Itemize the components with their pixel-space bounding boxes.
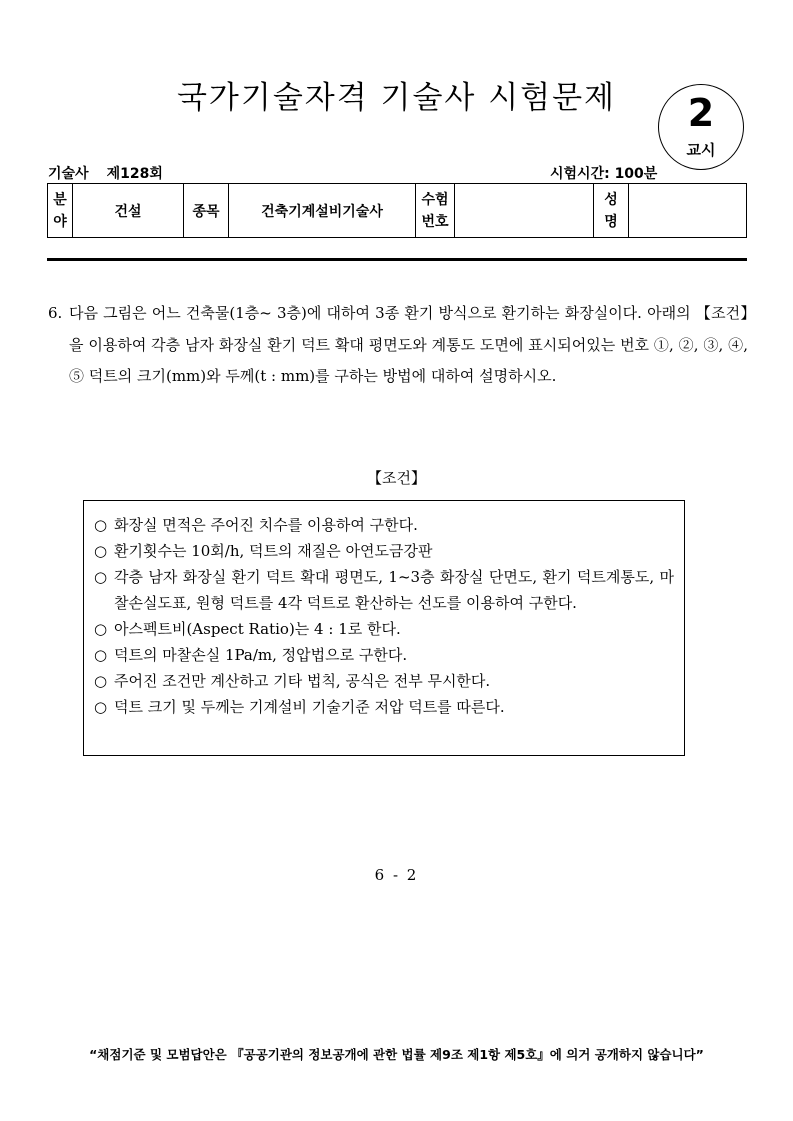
condition-text: 환기횟수는 10회/h, 덕트의 재질은 아연도금강판	[114, 542, 433, 560]
condition-item	[94, 512, 674, 538]
circle-bullet-icon: ○	[94, 568, 108, 586]
condition-text: 각층 남자 화장실 환기 덕트 확대 평면도, 1~3층 화장실 단면도, 환기 덕트계통도, 마찰손실도표, 원형 덕트를 4각 덕트로 환산하는 선도를 이용하여 구한다.	[114, 568, 674, 612]
exam-no-label: 수험 번호	[421, 191, 449, 230]
condition-text: 아스펙트비(Aspect Ratio)는 4 : 1로 한다.	[114, 620, 401, 638]
subject-value: 건축기계설비기술사	[229, 184, 416, 238]
session-badge	[658, 84, 744, 170]
exam-meta	[48, 163, 163, 183]
field-label: 분 야	[53, 191, 67, 230]
field-value: 건설	[73, 184, 184, 238]
header-divider	[47, 258, 747, 261]
condition-text: 덕트의 마찰손실 1Pa/m, 정압법으로 구한다.	[114, 646, 408, 664]
condition-item	[94, 616, 674, 642]
condition-item	[94, 642, 674, 668]
condition-item	[94, 564, 674, 616]
condition-text: 주어진 조건만 계산하고 기타 법칙, 공식은 전부 무시한다.	[114, 672, 491, 690]
exam-info-table	[47, 183, 747, 238]
circle-bullet-icon: ○	[94, 542, 108, 560]
disclosure-notice: “채점기준 및 모범답안은 『공공기관의 정보공개에 관한 법률 제9조 제1항 제5호』에 의거 공개하지 않습니다”	[89, 1047, 704, 1062]
name-label-cell	[594, 184, 629, 238]
exam-no-label-cell	[416, 184, 455, 238]
circle-bullet-icon: ○	[94, 646, 108, 664]
field-label-cell	[48, 184, 73, 238]
condition-item	[94, 538, 674, 564]
session-number: 2	[687, 91, 715, 135]
question-number: 6.	[48, 304, 63, 322]
conditions-box	[83, 500, 685, 756]
page-number: 6 - 2	[374, 866, 419, 884]
conditions-title: 【조건】	[367, 469, 426, 487]
condition-item	[94, 694, 674, 720]
exam-no-field[interactable]	[455, 184, 594, 238]
session-label: 교시	[686, 141, 716, 159]
subject-label: 종목	[184, 184, 229, 238]
condition-text: 덕트 크기 및 두께는 기계설비 기술기준 저압 덕트를 따른다.	[114, 698, 505, 716]
question-block	[48, 298, 748, 393]
condition-text: 화장실 면적은 주어진 치수를 이용하여 구한다.	[114, 516, 418, 534]
conditions-list	[94, 512, 674, 720]
condition-item	[94, 668, 674, 694]
circle-bullet-icon: ○	[94, 672, 108, 690]
circle-bullet-icon: ○	[94, 620, 108, 638]
exam-category: 기술사	[48, 166, 89, 182]
name-field[interactable]	[629, 184, 747, 238]
circle-bullet-icon: ○	[94, 698, 108, 716]
exam-round: 제128회	[106, 166, 163, 182]
question-text: 다음 그림은 어느 건축물(1층~ 3층)에 대하여 3종 환기 방식으로 환기하는 화장실이다. 아래의 【조건】을 이용하여 각층 남자 화장실 환기 덕트 확대 평면도와 계통도 도면에 표시되어있는 번호 ①, ②, ③, ④, ⑤ 덕트의 크기(mm)와 두께(t : mm)를 구하는 방법에 대하여 설명하시오.	[69, 304, 748, 385]
exam-title: 국가기술자격 기술사 시험문제	[176, 80, 616, 116]
exam-time: 시험시간: 100분	[550, 166, 658, 182]
name-label: 성 명	[604, 191, 618, 230]
circle-bullet-icon: ○	[94, 516, 108, 534]
